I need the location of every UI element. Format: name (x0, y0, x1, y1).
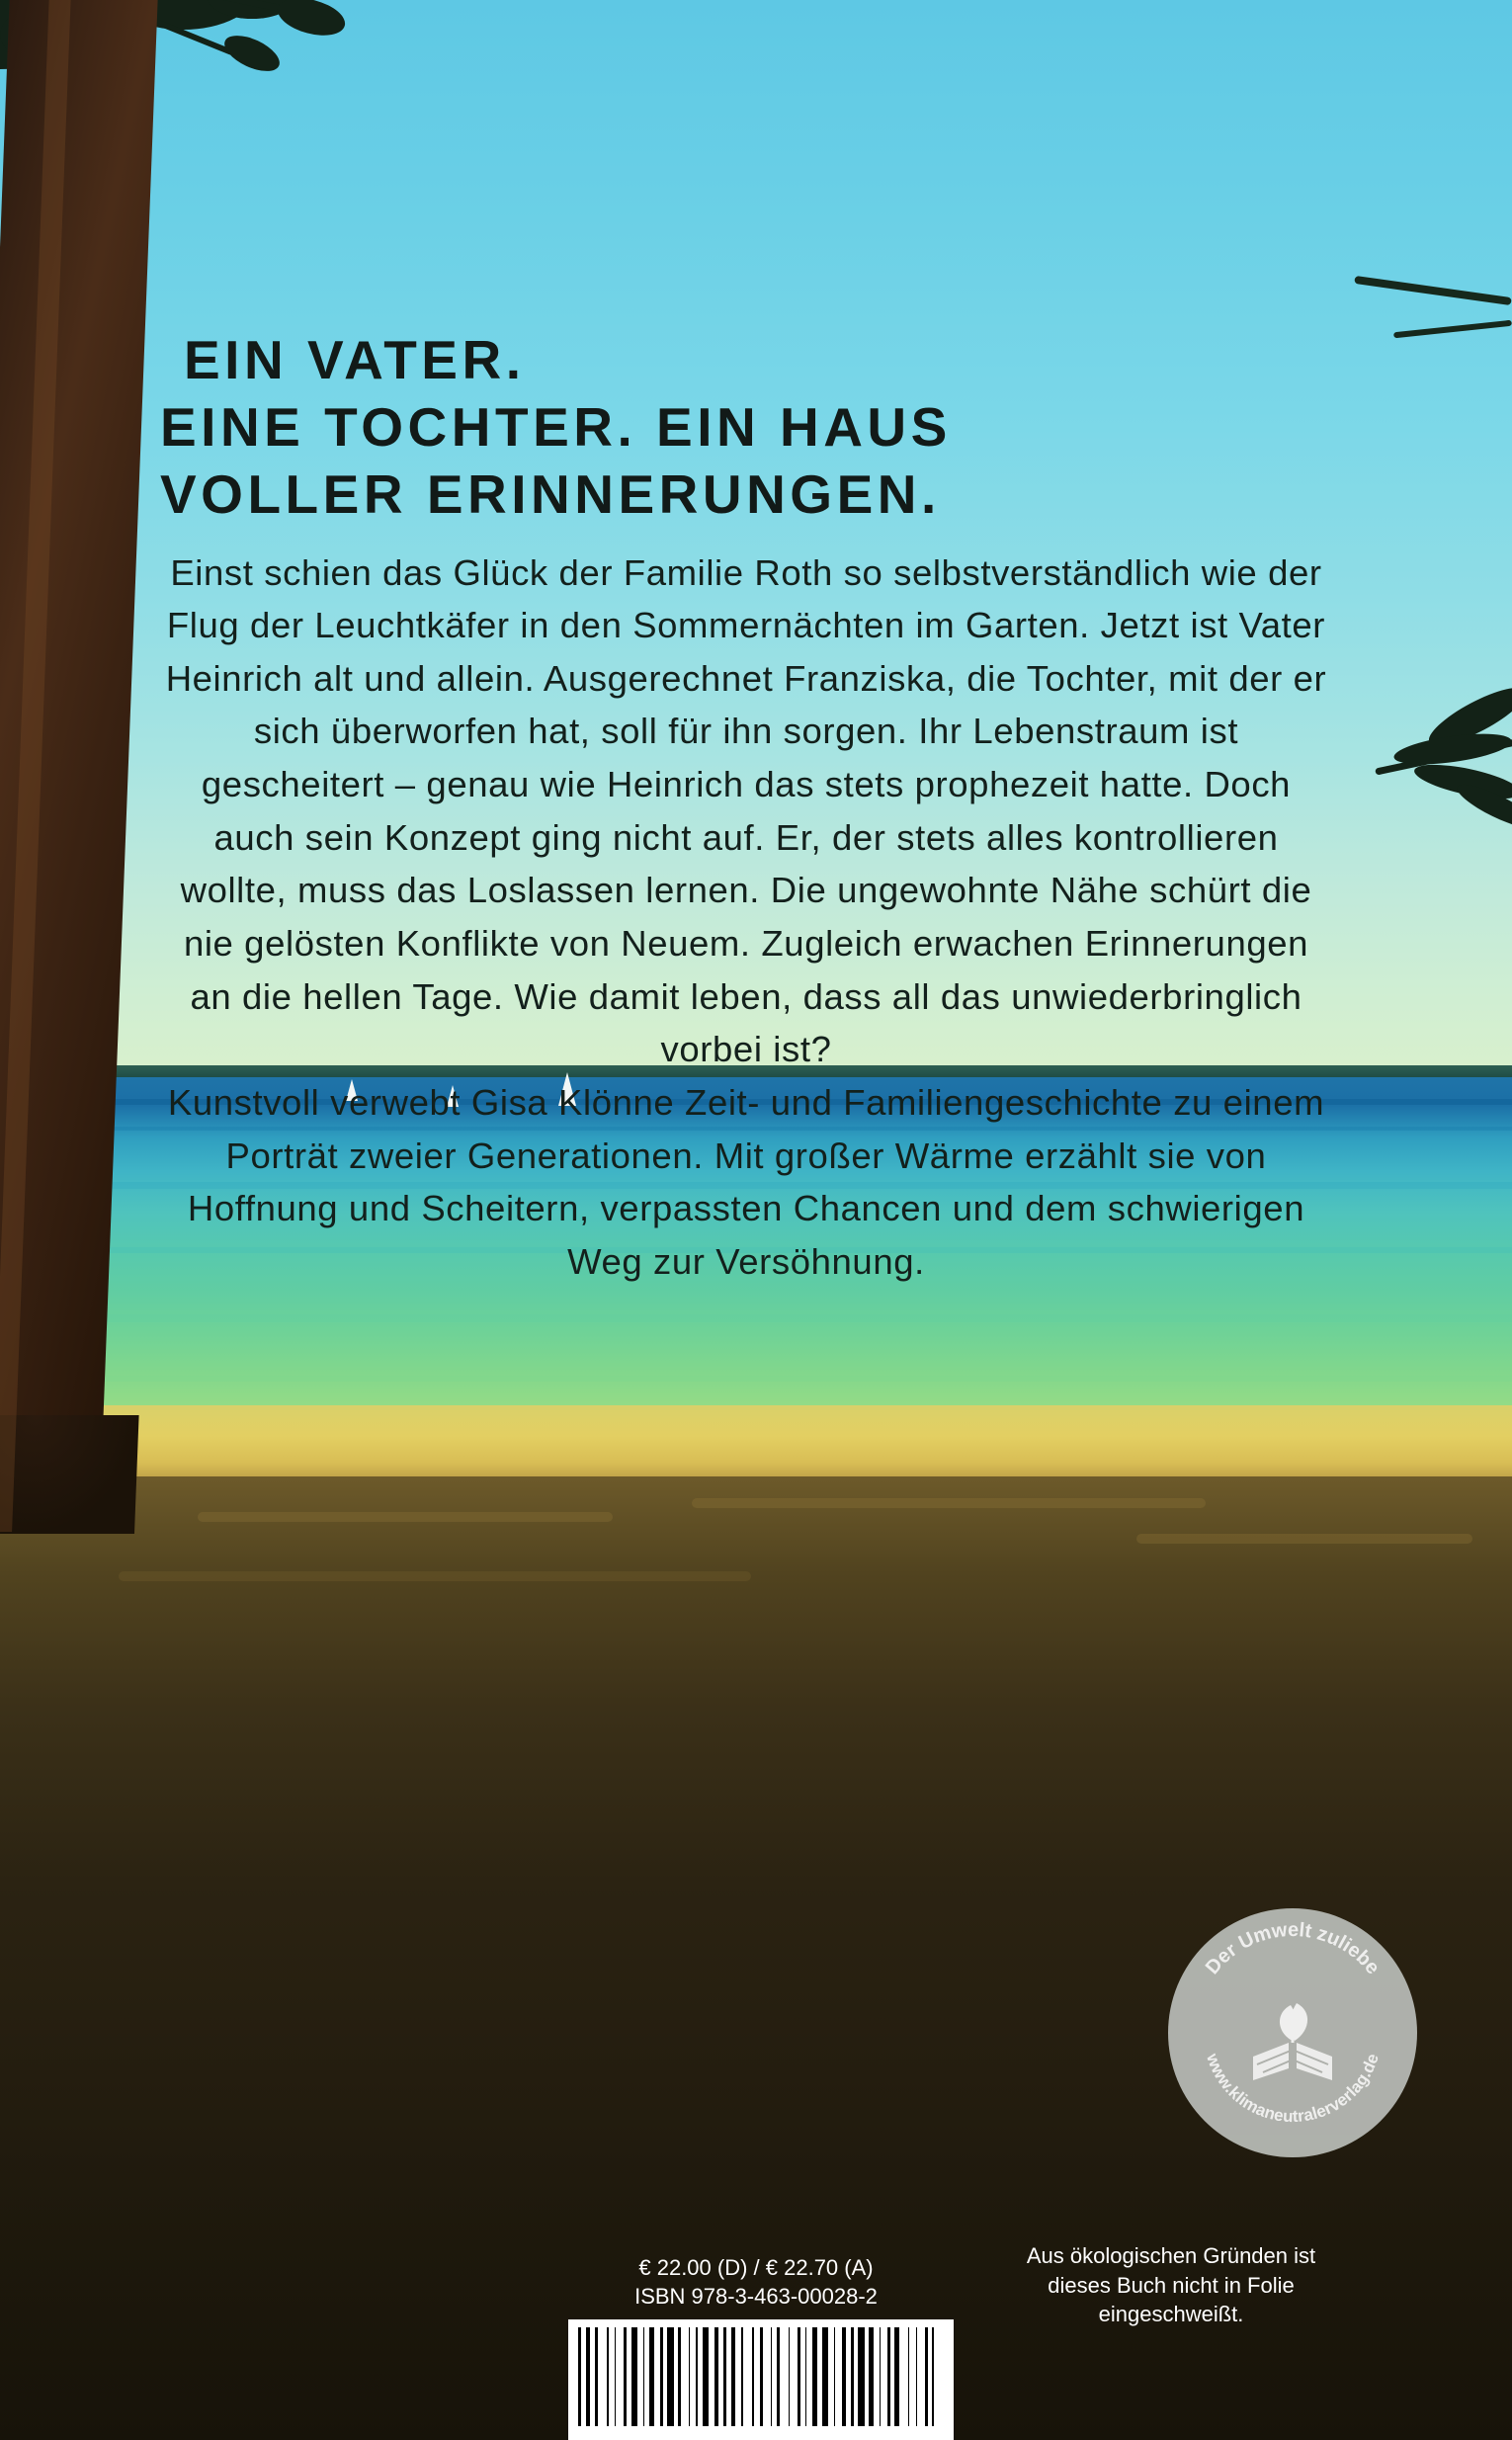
water-band (0, 1376, 1512, 1382)
blurb (158, 547, 1334, 1289)
headline-line-2: EINE TOCHTER. EIN HAUS (160, 396, 952, 459)
tree-trunk-base (0, 1415, 139, 1534)
eco-seal-bottom-text: www.klimaneutralerverlag.de (1203, 2051, 1383, 2127)
blurb-paragraph-2: Kunstvoll verwebt Gisa Klönne Zeit- und Familiengeschichte zu einem Porträt zweier Generationen. Mit großer Wärme erzählt sie von Hoffnung und Scheitern, verpassten Chancen und dem schwierigen Weg zur Versöhnung. (167, 1081, 1325, 1282)
svg-text:Der Umwelt zuliebe (1202, 1919, 1384, 1978)
svg-text:www.klimaneutralerverlag.de (1203, 2051, 1383, 2127)
headline-line-3: VOLLER ERINNERUNGEN. (160, 463, 941, 526)
headline-line-1: EIN VATER. (184, 329, 526, 390)
price-text: € 22.00 (D) / € 22.70 (A) (638, 2254, 874, 2280)
barcode-bars (578, 2327, 944, 2426)
leaf-book-icon (1253, 2003, 1332, 2080)
blurb-paragraph-1: Einst schien das Glück der Familie Roth so selbstverständlich wie der Flug der Leuchtkäfer in den Sommernächten im Garten. Jetzt ist Vater Heinrich alt und allein. Ausgerechnet Franziska, die Tochter, mit der er sich überworfen hat, soll für ihn sorgen. Ihr Lebenstraum ist gescheitert – genau wie Heinrich das stets prophezeit hatte. Doch auch sein Konzept ging nicht auf. Er, der stets alles kontrollieren wollte, muss das Loslassen lernen. Die ungewohnte Nähe schürt die nie gelösten Konflikte von Neuem. Zugleich erwachen Erinnerungen an die hellen Tage. Wie damit leben, dass all das unwiederbringlich vorbei ist? (165, 551, 1327, 1070)
pine-sprig-right (1364, 692, 1512, 840)
page-title (158, 326, 1334, 529)
eco-note-text: Aus ökologischen Gründen ist dieses Buch nicht in Folie eingeschweißt. (1026, 2242, 1316, 2327)
isbn-text: ISBN 978-3-463-00028-2 (634, 2284, 878, 2310)
price-block (593, 2253, 919, 2312)
eco-seal-top-text: Der Umwelt zuliebe (1201, 1918, 1385, 1979)
footer (0, 2242, 1512, 2440)
cover-text-block (158, 326, 1334, 1289)
beach-sand (0, 1405, 1512, 1482)
barcode (568, 2319, 954, 2440)
eco-seal (1168, 1908, 1417, 2157)
water-band (0, 1314, 1512, 1322)
